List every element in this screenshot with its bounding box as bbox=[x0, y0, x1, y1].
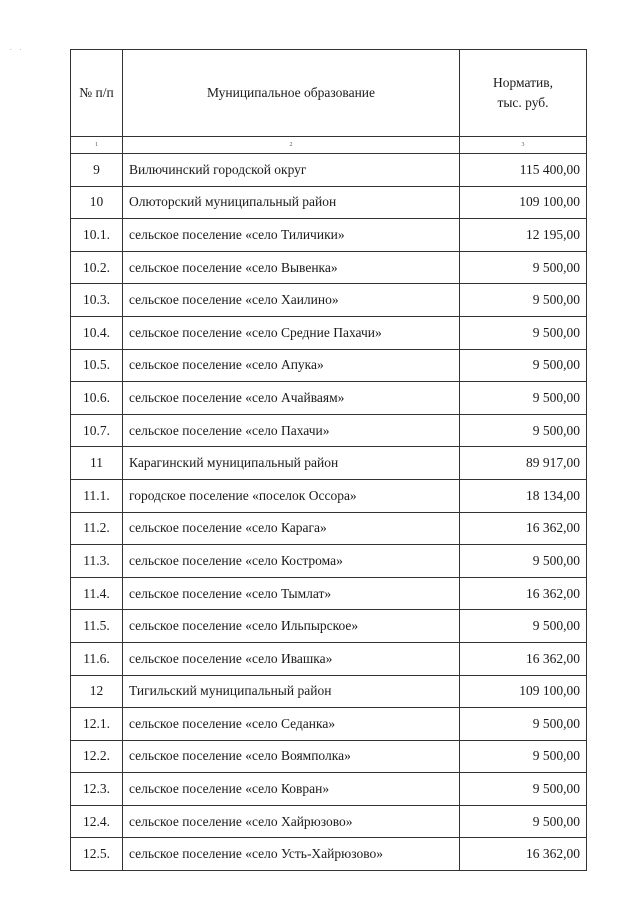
row-number: 11.4. bbox=[71, 577, 123, 610]
row-norm-value: 9 500,00 bbox=[460, 708, 587, 741]
table-header-row bbox=[71, 50, 587, 137]
row-number: 11 bbox=[71, 447, 123, 480]
table-row bbox=[71, 675, 587, 708]
row-number: 9 bbox=[71, 154, 123, 187]
row-municipality: сельское поселение «село Седанка» bbox=[123, 708, 460, 741]
row-municipality: городское поселение «поселок Оссора» bbox=[123, 479, 460, 512]
row-municipality: Тигильский муниципальный район bbox=[123, 675, 460, 708]
table-row bbox=[71, 545, 587, 578]
table-row bbox=[71, 284, 587, 317]
row-number: 10.7. bbox=[71, 414, 123, 447]
row-municipality: Вилючинский городской округ bbox=[123, 154, 460, 187]
row-municipality: сельское поселение «село Тиличики» bbox=[123, 219, 460, 252]
row-number: 12.3. bbox=[71, 773, 123, 806]
column-number-2: 2 bbox=[123, 137, 460, 154]
table-row bbox=[71, 708, 587, 741]
row-norm-value: 18 134,00 bbox=[460, 479, 587, 512]
table-row bbox=[71, 740, 587, 773]
table-row bbox=[71, 447, 587, 480]
row-municipality: сельское поселение «село Усть-Хайрюзово» bbox=[123, 838, 460, 871]
row-norm-value: 9 500,00 bbox=[460, 414, 587, 447]
row-norm-value: 9 500,00 bbox=[460, 251, 587, 284]
row-number: 10.2. bbox=[71, 251, 123, 284]
header-municipality: Муниципальное образование bbox=[123, 50, 460, 137]
row-municipality: сельское поселение «село Карага» bbox=[123, 512, 460, 545]
row-municipality: Олюторский муниципальный район bbox=[123, 186, 460, 219]
row-number: 10.5. bbox=[71, 349, 123, 382]
row-number: 11.6. bbox=[71, 642, 123, 675]
row-norm-value: 16 362,00 bbox=[460, 642, 587, 675]
row-municipality: сельское поселение «село Ильпырское» bbox=[123, 610, 460, 643]
row-number: 10.6. bbox=[71, 382, 123, 415]
header-norm-line2: тыс. руб. bbox=[497, 95, 549, 110]
row-number: 12.2. bbox=[71, 740, 123, 773]
row-municipality: сельское поселение «село Апука» bbox=[123, 349, 460, 382]
row-municipality: сельское поселение «село Вывенка» bbox=[123, 251, 460, 284]
row-norm-value: 9 500,00 bbox=[460, 773, 587, 806]
row-municipality: сельское поселение «село Кострома» bbox=[123, 545, 460, 578]
header-norm-line1: Норматив, bbox=[492, 75, 553, 90]
table-row bbox=[71, 610, 587, 643]
row-number: 11.3. bbox=[71, 545, 123, 578]
row-norm-value: 9 500,00 bbox=[460, 284, 587, 317]
row-number: 12.1. bbox=[71, 708, 123, 741]
row-norm-value: 9 500,00 bbox=[460, 610, 587, 643]
row-norm-value: 89 917,00 bbox=[460, 447, 587, 480]
row-municipality: сельское поселение «село Воямполка» bbox=[123, 740, 460, 773]
header-number: № п/п bbox=[71, 50, 123, 137]
row-number: 11.1. bbox=[71, 479, 123, 512]
row-norm-value: 109 100,00 bbox=[460, 186, 587, 219]
row-norm-value: 115 400,00 bbox=[460, 154, 587, 187]
table-row bbox=[71, 316, 587, 349]
row-norm-value: 9 500,00 bbox=[460, 316, 587, 349]
row-norm-value: 9 500,00 bbox=[460, 740, 587, 773]
row-norm-value: 12 195,00 bbox=[460, 219, 587, 252]
row-municipality: сельское поселение «село Ковран» bbox=[123, 773, 460, 806]
row-norm-value: 16 362,00 bbox=[460, 838, 587, 871]
row-municipality: сельское поселение «село Ачайваям» bbox=[123, 382, 460, 415]
table-row bbox=[71, 219, 587, 252]
header-norm bbox=[460, 50, 587, 137]
row-municipality: сельское поселение «село Пахачи» bbox=[123, 414, 460, 447]
row-municipality: сельское поселение «село Ивашка» bbox=[123, 642, 460, 675]
row-norm-value: 9 500,00 bbox=[460, 545, 587, 578]
row-municipality: сельское поселение «село Тымлат» bbox=[123, 577, 460, 610]
row-number: 10.3. bbox=[71, 284, 123, 317]
column-number-row bbox=[71, 137, 587, 154]
row-number: 11.2. bbox=[71, 512, 123, 545]
table-row bbox=[71, 251, 587, 284]
row-number: 10 bbox=[71, 186, 123, 219]
corner-mark: . . bbox=[10, 44, 25, 52]
row-number: 10.4. bbox=[71, 316, 123, 349]
table-row bbox=[71, 577, 587, 610]
row-municipality: сельское поселение «село Средние Пахачи» bbox=[123, 316, 460, 349]
row-municipality: Карагинский муниципальный район bbox=[123, 447, 460, 480]
row-municipality: сельское поселение «село Хаилино» bbox=[123, 284, 460, 317]
norms-table bbox=[70, 49, 587, 871]
table-row bbox=[71, 382, 587, 415]
row-municipality: сельское поселение «село Хайрюзово» bbox=[123, 805, 460, 838]
row-norm-value: 16 362,00 bbox=[460, 577, 587, 610]
row-norm-value: 9 500,00 bbox=[460, 349, 587, 382]
table-row bbox=[71, 154, 587, 187]
table-row bbox=[71, 479, 587, 512]
row-norm-value: 16 362,00 bbox=[460, 512, 587, 545]
row-number: 11.5. bbox=[71, 610, 123, 643]
table-row bbox=[71, 349, 587, 382]
table-row bbox=[71, 805, 587, 838]
row-number: 12.5. bbox=[71, 838, 123, 871]
table-row bbox=[71, 512, 587, 545]
table-row bbox=[71, 642, 587, 675]
row-norm-value: 109 100,00 bbox=[460, 675, 587, 708]
row-number: 10.1. bbox=[71, 219, 123, 252]
table-row bbox=[71, 414, 587, 447]
table-row bbox=[71, 838, 587, 871]
row-number: 12 bbox=[71, 675, 123, 708]
table-row bbox=[71, 186, 587, 219]
column-number-3: 3 bbox=[460, 137, 587, 154]
column-number-1: 1 bbox=[71, 137, 123, 154]
row-norm-value: 9 500,00 bbox=[460, 805, 587, 838]
row-norm-value: 9 500,00 bbox=[460, 382, 587, 415]
table-row bbox=[71, 773, 587, 806]
row-number: 12.4. bbox=[71, 805, 123, 838]
